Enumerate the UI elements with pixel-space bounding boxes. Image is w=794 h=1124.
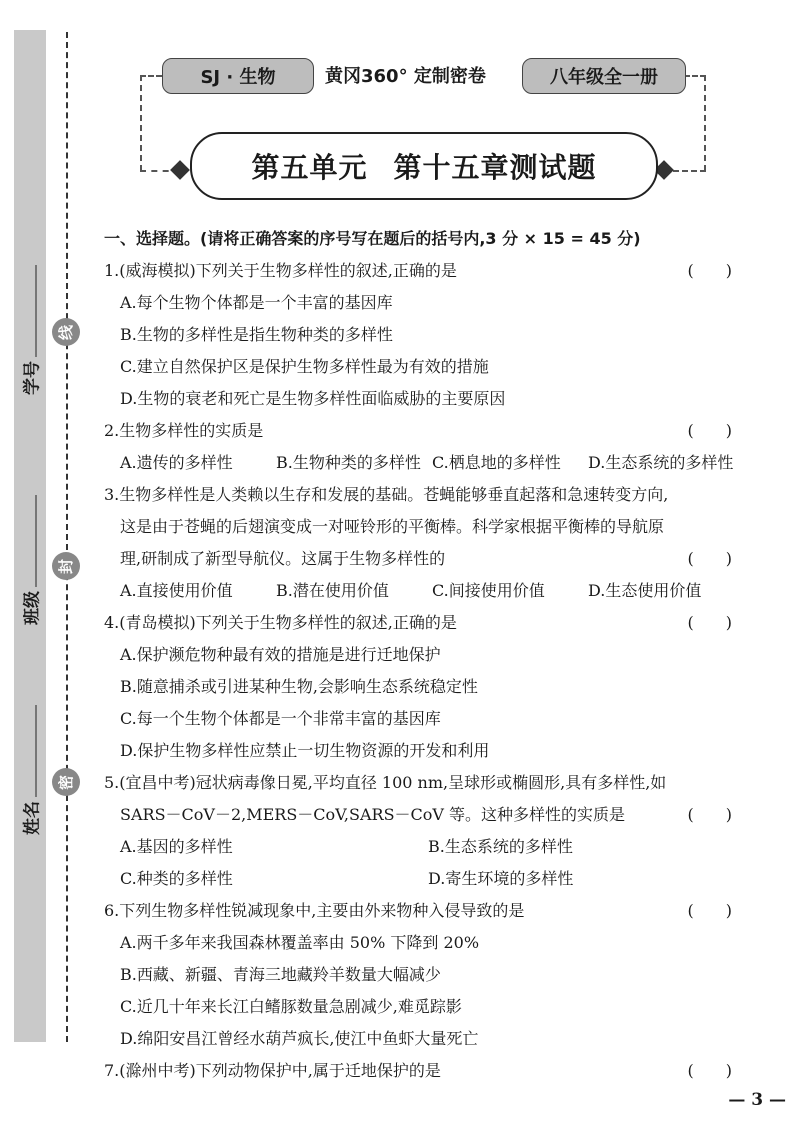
option: B.随意捕杀或引进某种生物,会影响生态系统稳定性 bbox=[120, 677, 478, 696]
question-4-stem: 4.(青岛模拟)下列关于生物多样性的叙述,正确的是 ( ) bbox=[104, 607, 736, 639]
option: B.西藏、新疆、青海三地藏羚羊数量大幅减少 bbox=[120, 965, 441, 984]
section-heading: 一、选择题。(请将正确答案的序号写在题后的括号内,3 分 × 15 = 45 分) bbox=[104, 229, 641, 248]
option: D.生物的衰老和死亡是生物多样性面临威胁的主要原因 bbox=[120, 389, 506, 408]
subject-pill: SJ · 生物 bbox=[162, 58, 314, 94]
option: D.生态系统的多样性 bbox=[588, 453, 734, 472]
option: C.间接使用价值 bbox=[432, 581, 545, 600]
option: C.栖息地的多样性 bbox=[432, 453, 561, 472]
options-row bbox=[104, 831, 736, 863]
grade-pill: 八年级全一册 bbox=[522, 58, 686, 94]
option: C.每一个生物个体都是一个非常丰富的基因库 bbox=[120, 709, 441, 728]
answer-blank[interactable]: ( ) bbox=[687, 805, 732, 824]
answer-blank[interactable]: ( ) bbox=[687, 1061, 732, 1080]
header-connector bbox=[704, 75, 706, 171]
header-connector bbox=[140, 75, 162, 77]
option: B.生态系统的多样性 bbox=[428, 837, 573, 856]
option: A.遗传的多样性 bbox=[120, 453, 233, 472]
name-field: 姓名 bbox=[18, 705, 43, 835]
header-connector bbox=[684, 75, 706, 77]
class-field: 班级 bbox=[18, 495, 43, 625]
option: D.生态使用价值 bbox=[588, 581, 702, 600]
class-line bbox=[24, 495, 37, 587]
seal-line-mark: 线 bbox=[52, 318, 80, 346]
student-id-line bbox=[24, 265, 37, 357]
option: D.绵阳安昌江曾经水葫芦疯长,使江中鱼虾大量死亡 bbox=[120, 1029, 479, 1048]
name-line bbox=[24, 705, 37, 797]
answer-blank[interactable]: ( ) bbox=[687, 421, 732, 440]
diamond-icon bbox=[170, 160, 190, 180]
page-title: 第五单元 第十五章测试题 bbox=[190, 132, 658, 200]
answer-blank[interactable]: ( ) bbox=[687, 901, 732, 920]
seal-dense-mark: 密 bbox=[52, 768, 80, 796]
answer-blank[interactable]: ( ) bbox=[687, 613, 732, 632]
brand-text: 黄冈360° 定制密卷 bbox=[325, 66, 486, 87]
options-row bbox=[104, 575, 736, 607]
question-3-stem: 理,研制成了新型导航仪。这属于生物多样性的 ( ) bbox=[104, 543, 736, 575]
option: A.两千多年来我国森林覆盖率由 50% 下降到 20% bbox=[120, 933, 480, 952]
answer-blank[interactable]: ( ) bbox=[687, 261, 732, 280]
question-5-stem: SARS－CoV－2,MERS－CoV,SARS－CoV 等。这种多样性的实质是 ( ) bbox=[104, 799, 736, 831]
question-7-stem: 7.(滁州中考)下列动物保护中,属于迁地保护的是 ( ) bbox=[104, 1055, 736, 1087]
options-row bbox=[104, 447, 736, 479]
option: C.近几十年来长江白鳍豚数量急剧减少,难觅踪影 bbox=[120, 997, 462, 1016]
seal-seal-mark: 封 bbox=[52, 552, 80, 580]
question-list bbox=[104, 223, 736, 1087]
option: D.保护生物多样性应禁止一切生物资源的开发和利用 bbox=[120, 741, 490, 760]
answer-blank[interactable]: ( ) bbox=[687, 549, 732, 568]
option: B.潜在使用价值 bbox=[276, 581, 389, 600]
question-3-stem: 3.生物多样性是人类赖以生存和发展的基础。苍蝇能够垂直起落和急速转变方向, bbox=[104, 485, 669, 504]
option: C.种类的多样性 bbox=[120, 869, 233, 888]
option: A.保护濒危物种最有效的措施是进行迁地保护 bbox=[120, 645, 441, 664]
option: B.生物种类的多样性 bbox=[276, 453, 421, 472]
question-6-stem: 6.下列生物多样性锐减现象中,主要由外来物种入侵导致的是 ( ) bbox=[104, 895, 736, 927]
cut-line bbox=[66, 32, 68, 1042]
question-3-stem: 这是由于苍蝇的后翅演变成一对哑铃形的平衡棒。科学家根据平衡棒的导航原 bbox=[120, 517, 665, 536]
question-1-stem: 1.(威海模拟)下列关于生物多样性的叙述,正确的是 ( ) bbox=[104, 255, 736, 287]
header-connector bbox=[140, 75, 142, 171]
question-2-stem: 2.生物多样性的实质是 ( ) bbox=[104, 415, 736, 447]
option: A.直接使用价值 bbox=[120, 581, 233, 600]
option: A.基因的多样性 bbox=[120, 837, 233, 856]
option: C.建立自然保护区是保护生物多样性最为有效的措施 bbox=[120, 357, 489, 376]
option: D.寄生环境的多样性 bbox=[428, 869, 574, 888]
question-5-stem: 5.(宜昌中考)冠状病毒像日冕,平均直径 100 nm,呈球形或椭圆形,具有多样性,如 bbox=[104, 773, 667, 792]
student-id-field: 学号 bbox=[18, 265, 43, 395]
options-row bbox=[104, 863, 736, 895]
option: B.生物的多样性是指生物种类的多样性 bbox=[120, 325, 393, 344]
option: A.每个生物个体都是一个丰富的基因库 bbox=[120, 293, 393, 312]
page-number: — 3 — bbox=[728, 1090, 786, 1110]
